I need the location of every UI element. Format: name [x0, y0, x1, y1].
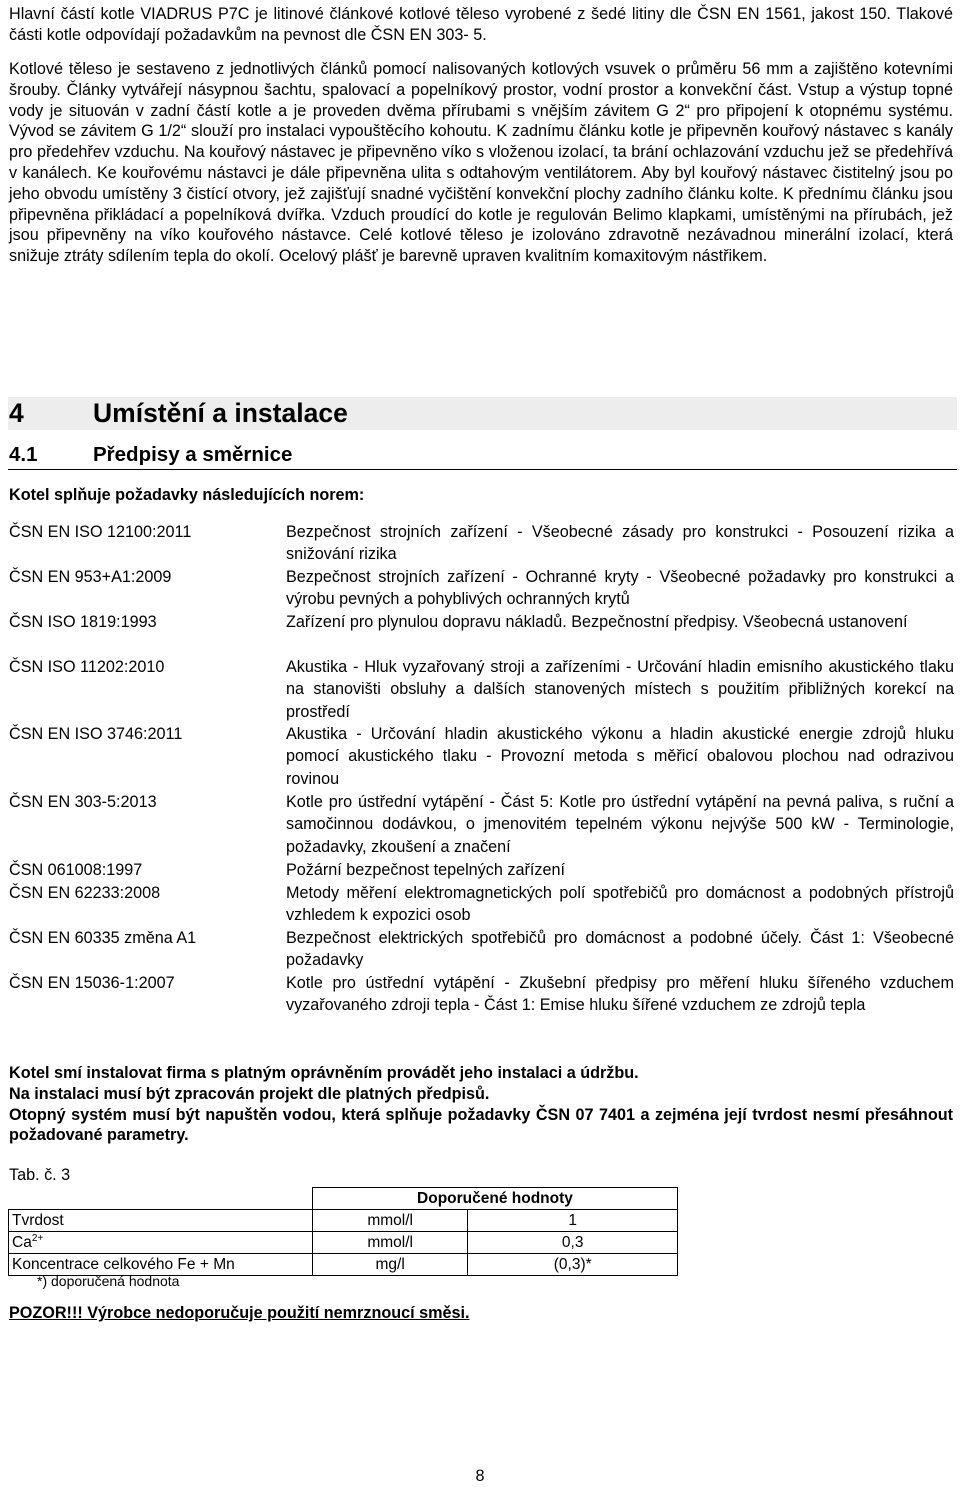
norm-description: Bezpečnost elektrických spotřebičů pro domácnost a podobné účely. Část 1: Všeobecné požadavky — [286, 929, 954, 970]
norm-code: ČSN EN ISO 3746:2011 — [9, 725, 183, 743]
section-title: Umístění a instalace — [93, 398, 348, 428]
antifreeze-warning: POZOR!!! Výrobce nedoporučuje použití nemrznoucí směsi. — [9, 1304, 470, 1322]
parameter-unit: mg/l — [312, 1254, 467, 1276]
parameter-value: 1 — [468, 1210, 678, 1232]
norm-description: Akustika - Určování hladin akustického výkonu a hladin akustické energie zdrojů hluku pomocí akustického tlaku - Provozní metoda s měřicí obalovou plochou nad odrazivou rovinou — [286, 725, 954, 788]
norm-code: ČSN EN 15036-1:2007 — [9, 974, 175, 992]
norm-code: ČSN EN 60335 změna A1 — [9, 929, 197, 947]
installation-notice — [9, 1063, 953, 1146]
norms-intro: Kotel splňuje požadavky následujících norem: — [9, 486, 365, 504]
norm-description: Metody měření elektromagnetických polí spotřebičů pro domácnost a podobných přístrojů vzhledem k expozici osob — [286, 884, 954, 925]
notice-line: Kotel smí instalovat firma s platným oprávněním provádět jeho instalaci a údržbu. — [9, 1064, 639, 1082]
norm-description: Akustika - Hluk vyzařovaný stroji a zařízeními - Určování hladin emisního akustického tlaku na stanovišti obsluhy a dalších stanovených místech s použitím přibližných korekcí na prostředí — [286, 658, 954, 721]
table-label: Tab. č. 3 — [9, 1166, 71, 1184]
notice-line: Otopný systém musí být napuštěn vodou, která splňuje požadavky ČSN 07 7401 a zejména její tvrdost nesmí přesáhnout požadované parametry. — [9, 1105, 953, 1145]
parameter-name-cell — [9, 1232, 313, 1254]
parameter-name: Tvrdost — [9, 1210, 313, 1232]
notice-line: Na instalaci musí být zpracován projekt dle platných předpisů. — [9, 1084, 490, 1103]
norm-description: Kotle pro ústřední vytápění - Část 5: Kotle pro ústřední vytápění na pevná paliva, s ruční a samočinnou dodávkou, o jmenovitém tepelném výkonu nejvýše 500 kW - Terminologie, požadavky, zkoušení a značení — [286, 793, 954, 856]
parameter-superscript: 2+ — [31, 1232, 44, 1244]
subsection-title: Předpisy a směrnice — [93, 443, 293, 466]
norm-code: ČSN EN 953+A1:2009 — [9, 568, 172, 586]
norm-code: ČSN EN ISO 12100:2011 — [9, 523, 192, 541]
parameter-value: (0,3)* — [468, 1254, 678, 1276]
parameter-value: 0,3 — [468, 1232, 678, 1254]
section-number: 4 — [9, 398, 24, 428]
norm-code: ČSN EN 62233:2008 — [9, 884, 161, 902]
parameter-unit: mmol/l — [312, 1210, 467, 1232]
norm-code: ČSN ISO 11202:2010 — [9, 658, 165, 676]
parameter-name: Ca — [12, 1234, 32, 1251]
norm-description: Zařízení pro plynulou dopravu nákladů. Bezpečnostní předpisy. Všeobecná ustanovení — [286, 613, 908, 631]
parameter-unit: mmol/l — [312, 1232, 467, 1254]
table-row — [9, 1210, 678, 1232]
norm-description: Bezpečnost strojních zařízení - Všeobecné zásady pro konstrukci - Posouzení rizika a snižování rizika — [286, 523, 954, 564]
paragraph-boiler-body: Hlavní částí kotle VIADRUS P7C je litinové článkové kotlové těleso vyrobené z šedé litiny dle ČSN EN 1561, jakost 150. Tlakové části kotle odpovídají požadavkům na pevnost dle ČSN EN 303- 5. — [9, 5, 953, 44]
page-number: 8 — [475, 1467, 485, 1485]
subsection-number: 4.1 — [9, 443, 38, 466]
table-row — [9, 1232, 678, 1254]
table-header-blank — [9, 1188, 313, 1210]
paragraph-boiler-construction: Kotlové těleso je sestaveno z jednotlivých článků pomocí nalisovaných kotlových vsuvek o průměru 56 mm a zajištěno kotevními šrouby. Články vytvářejí násypnou šachtu, spalovací a popelníkový prostor, vodní prostor a konvekční část. Vstup a výstup topné vody je situován v zadní částí kotle a je proveden dvěma přírubami s vnějším závitem G 2“ pro připojení k otopnému systému. Vývod se závitem G 1/2“ slouží pro instalaci vypouštěcího kohoutu. K zadnímu článku kotle je připevněn kouřový nástavec s kanály pro předehřev vzduchu. Na kouřový nástavec je připevněno víko s vloženou izolací, ta brání ochlazování vzduchu jež se předehřívá v kanálech. Ke kouřovému nástavci je dále připevněna ulita s odtahovým ventilátorem. Aby byl kouřový nástavec čistitelný jsou po jeho obvodu umístěny 3 čistící otvory, jež zajišťují snadné vyčištění konvekční plochy zadního článku kolte. K přednímu článku jsou připevněna přikládací a popelníková dvířka. Vzduch proudící do kotle je regulován Belimo klapkami, umístěnými na přírubách, jež jsou připevněny na víko kouřového nástavce. Celé kotlové těleso je izolováno zdravotně nezávadnou minerální izolací, která snižuje ztráty sdílením tepla do okolí. Ocelový plášť je barevně upraven kvalitním komaxitovým nástřikem. — [9, 60, 953, 266]
norm-code: ČSN 061008:1997 — [9, 861, 143, 879]
recommended-values-table — [8, 1187, 678, 1276]
parameter-name: Koncentrace celkového Fe + Mn — [9, 1254, 313, 1276]
subsection-heading — [8, 441, 957, 470]
norm-description: Kotle pro ústřední vytápění - Zkušební předpisy pro měření hluku šířeného vzduchem vyzařovaného zdroji tepla - Část 1: Emise hluku šířené vzduchem ze zdrojů tepla — [286, 974, 954, 1015]
norm-description: Bezpečnost strojních zařízení - Ochranné kryty - Všeobecné požadavky pro konstrukci a výrobu pevných a pohyblivých ochranných krytů — [286, 568, 954, 609]
table-header-title: Doporučené hodnoty — [312, 1188, 677, 1210]
table-header-row — [9, 1188, 678, 1210]
norm-description: Požární bezpečnost tepelných zařízení — [286, 861, 565, 879]
table-footnote: *) doporučená hodnota — [37, 1273, 180, 1289]
section-heading — [8, 397, 957, 430]
norm-code: ČSN EN 303-5:2013 — [9, 793, 157, 811]
norm-code: ČSN ISO 1819:1993 — [9, 613, 157, 631]
